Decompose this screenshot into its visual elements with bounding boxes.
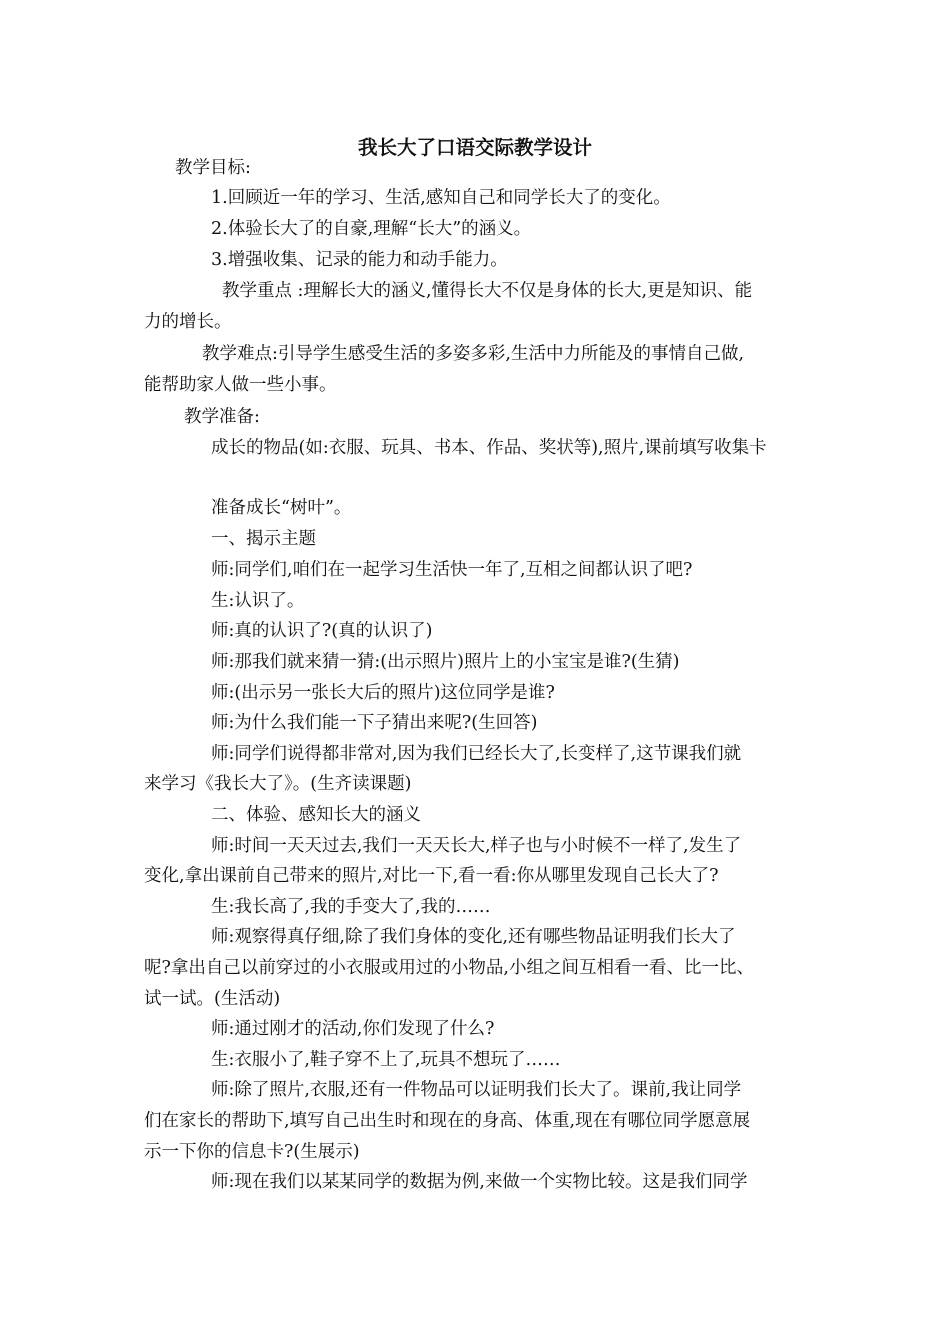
key-point-line-1: 教学重点 :理解长大的涵义,懂得长大不仅是身体的长大,更是知识、能 [222,281,753,301]
page-title: 我长大了口语交际教学设计 [357,136,592,159]
paragraph: 师:同学们说得都非常对,因为我们已经长大了,长变样了,这节课我们就 [211,744,742,764]
section-heading-1: 一、揭示主题 [211,529,316,549]
paragraph: 示一下你的信息卡?(生展示) [144,1142,360,1162]
paragraph: 师:现在我们以某某同学的数据为例,来做一个实物比较。这是我们同学 [211,1172,748,1192]
prep-label: 教学准备: [184,407,260,427]
goals-label: 教学目标: [175,158,251,178]
difficulty-line-1: 教学难点:引导学生感受生活的多姿多彩,生活中力所能及的事情自己做, [202,344,745,364]
goal-2: 2.体验长大了的自豪,理解“长大”的涵义。 [211,219,532,239]
paragraph: 师:真的认识了?(真的认识了) [211,621,433,641]
paragraph: 生:我长高了,我的手变大了,我的…… [211,897,491,917]
paragraph: 们在家长的帮助下,填写自己出生时和现在的身高、体重,现在有哪位同学愿意展 [144,1111,751,1131]
paragraph: 师:那我们就来猜一猜:(出示照片)照片上的小宝宝是谁?(生猜) [211,652,680,672]
prep-line-2: 准备成长“树叶”。 [211,498,352,518]
key-point-line-2: 力的增长。 [144,312,232,332]
paragraph: 师:为什么我们能一下子猜出来呢?(生回答) [211,713,538,733]
goal-3: 3.增强收集、记录的能力和动手能力。 [211,250,508,270]
paragraph: 师:(出示另一张长大后的照片)这位同学是谁? [211,683,555,703]
paragraph: 呢?拿出自己以前穿过的小衣服或用过的小物品,小组之间互相看一看、比一比、 [144,958,754,978]
paragraph: 生:衣服小了,鞋子穿不上了,玩具不想玩了…… [211,1050,561,1070]
paragraph: 师:通过刚才的活动,你们发现了什么? [211,1019,495,1039]
paragraph: 变化,拿出课前自己带来的照片,对比一下,看一看:你从哪里发现自己长大了? [144,866,719,886]
paragraph: 来学习《我长大了》。(生齐读课题) [144,774,412,794]
prep-line-1: 成长的物品(如:衣服、玩具、书本、作品、奖状等),照片,课前填写收集卡 [211,438,767,458]
difficulty-line-2: 能帮助家人做一些小事。 [144,375,337,395]
paragraph: 师:同学们,咱们在一起学习生活快一年了,互相之间都认识了吧? [211,560,693,580]
paragraph: 师:时间一天天过去,我们一天天长大,样子也与小时候不一样了,发生了 [211,836,742,856]
paragraph: 师:观察得真仔细,除了我们身体的变化,还有哪些物品证明我们长大了 [211,927,736,947]
paragraph: 试一试。(生活动) [144,989,281,1009]
paragraph: 生:认识了。 [211,591,305,611]
section-heading-2: 二、体验、感知长大的涵义 [211,805,421,825]
goal-1: 1.回顾近一年的学习、生活,感知自己和同学长大了的变化。 [211,188,671,208]
paragraph: 师:除了照片,衣服,还有一件物品可以证明我们长大了。课前,我让同学 [211,1080,742,1100]
